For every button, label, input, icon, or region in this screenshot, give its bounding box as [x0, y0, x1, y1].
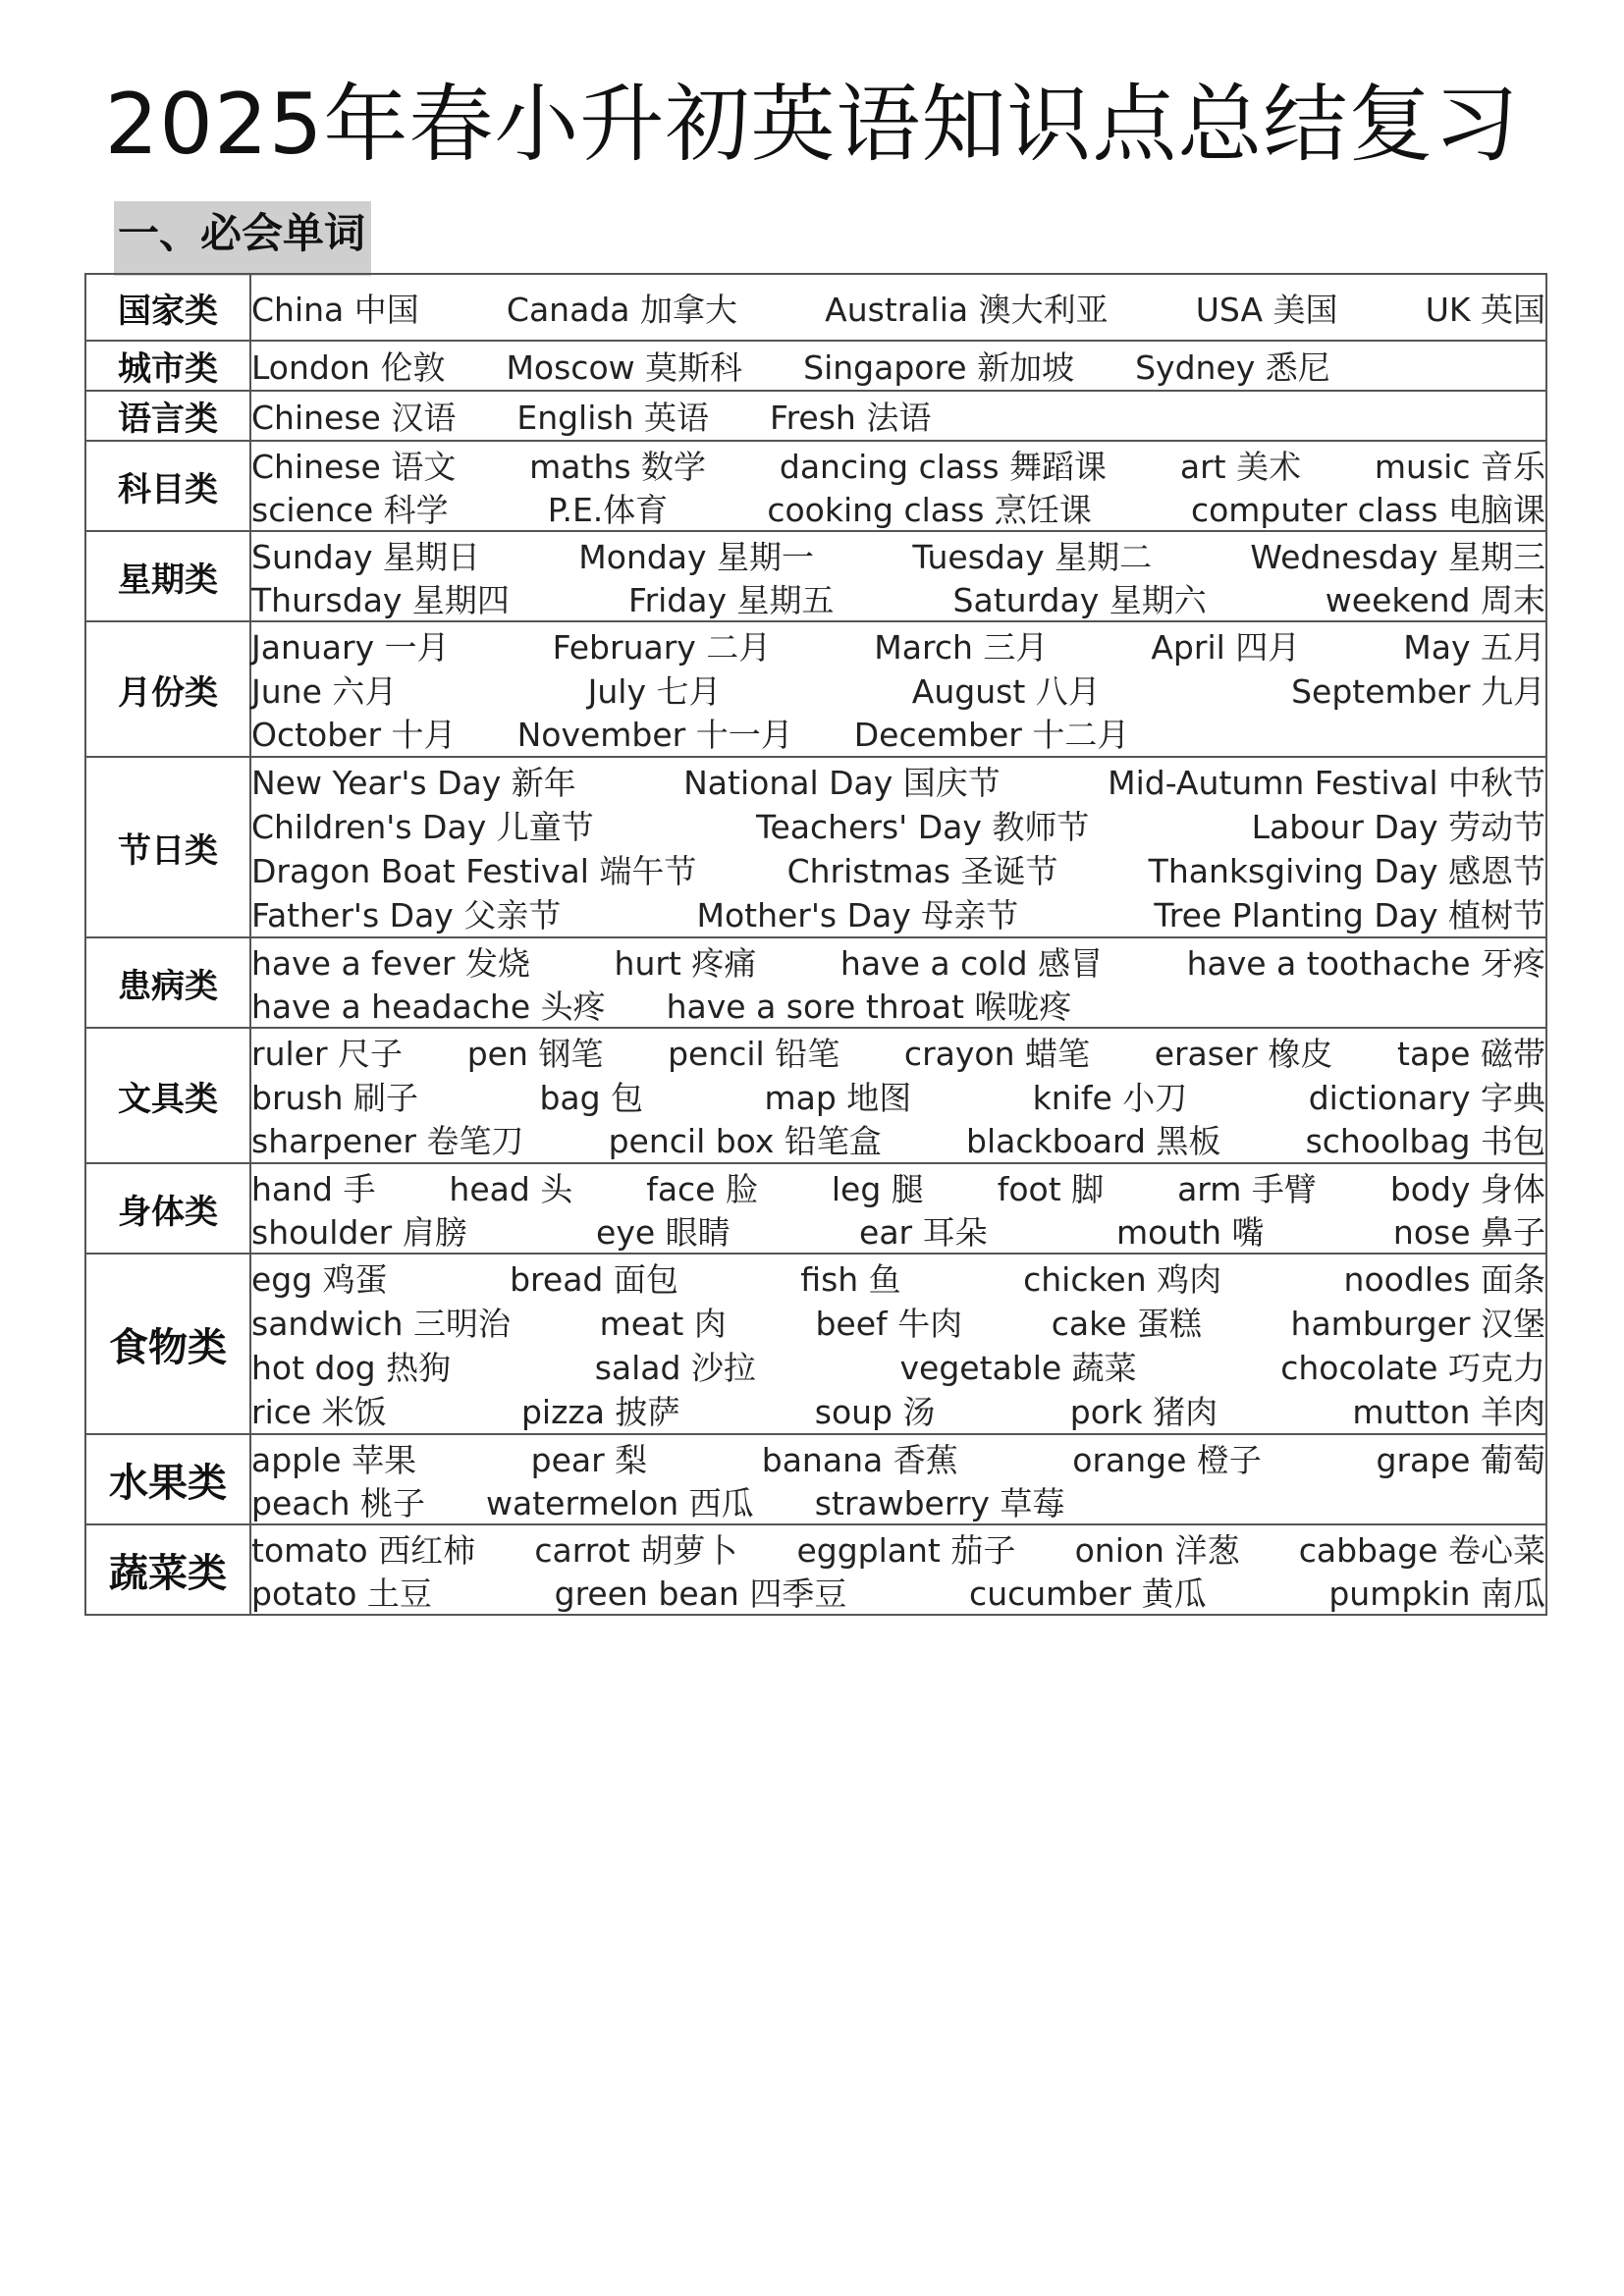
vocab-row — [85, 274, 1546, 341]
vocab-word: music 音乐 — [1374, 447, 1545, 486]
word-line — [251, 803, 1545, 847]
category-label: 语言类 — [85, 391, 250, 441]
vocab-row — [85, 441, 1546, 531]
vocab-word: egg 鸡蛋 — [251, 1260, 388, 1299]
vocab-word: fish 鱼 — [800, 1260, 901, 1299]
category-label: 水果类 — [85, 1434, 250, 1524]
category-label: 星期类 — [85, 531, 250, 621]
vocab-word: shoulder 肩膀 — [251, 1212, 467, 1252]
vocab-word: dancing class 舞蹈课 — [779, 447, 1108, 486]
word-list — [250, 1434, 1546, 1524]
vocab-word: February 二月 — [552, 627, 772, 667]
vocab-word: Wednesday 星期三 — [1250, 537, 1545, 576]
vocab-word: chicken 鸡肉 — [1023, 1260, 1222, 1299]
vocab-word: October 十月 — [251, 716, 457, 755]
vocab-word: January 一月 — [251, 627, 450, 667]
vocab-word: art 美术 — [1179, 447, 1302, 486]
vocab-word: vegetable 蔬菜 — [899, 1349, 1137, 1387]
vocab-word: noodles 面条 — [1343, 1260, 1545, 1299]
category-label: 食物类 — [85, 1254, 250, 1434]
vocab-row — [85, 1028, 1546, 1163]
vocab-word: July 七月 — [587, 671, 722, 711]
word-line — [251, 345, 1545, 388]
vocab-row — [85, 531, 1546, 621]
vocab-word: computer class 电脑课 — [1190, 490, 1545, 529]
vocab-word: Children's Day 儿童节 — [251, 808, 594, 846]
word-list — [250, 441, 1546, 531]
vocab-word: knife 小刀 — [1032, 1078, 1188, 1117]
category-label: 文具类 — [85, 1028, 250, 1163]
vocab-word: tomato 西红柿 — [251, 1530, 476, 1570]
word-line — [251, 1030, 1545, 1074]
word-line — [251, 1479, 1545, 1522]
vocab-word: salad 沙拉 — [594, 1349, 756, 1387]
vocab-word: pen 钢笔 — [466, 1034, 604, 1073]
vocab-word: watermelon 西瓜 — [486, 1483, 754, 1522]
word-line — [251, 1300, 1545, 1344]
vocab-word: London 伦敦 — [251, 348, 446, 387]
category-label: 蔬菜类 — [85, 1524, 250, 1615]
vocab-word: crayon 蜡笔 — [903, 1034, 1090, 1073]
vocab-word: hamburger 汉堡 — [1290, 1305, 1545, 1343]
vocab-word: Father's Day 父亲节 — [251, 896, 562, 934]
vocab-word: schoolbag 书包 — [1305, 1122, 1545, 1161]
vocab-word: Christmas 圣诞节 — [786, 852, 1058, 890]
vocab-word: science 科学 — [251, 490, 449, 529]
vocab-word: beef 牛肉 — [815, 1305, 963, 1343]
vocab-word: have a toothache 牙疼 — [1186, 943, 1545, 983]
vocab-word: hot dog 热狗 — [251, 1349, 452, 1387]
vocab-word: hand 手 — [251, 1169, 376, 1208]
vocab-row — [85, 1524, 1546, 1615]
vocab-word: blackboard 黑板 — [966, 1122, 1221, 1161]
vocab-word: green bean 四季豆 — [554, 1574, 847, 1613]
vocab-word: banana 香蕉 — [761, 1440, 958, 1479]
category-label: 国家类 — [85, 274, 250, 341]
vocab-word: arm 手臂 — [1177, 1169, 1317, 1208]
vocab-word: have a headache 头疼 — [251, 987, 606, 1026]
vocab-word: pencil box 铅笔盒 — [608, 1122, 882, 1161]
vocab-word: brush 刷子 — [251, 1078, 419, 1117]
vocab-row — [85, 1163, 1546, 1254]
vocab-word: New Year's Day 新年 — [251, 764, 576, 802]
category-label: 患病类 — [85, 937, 250, 1028]
vocab-word: Tuesday 星期二 — [912, 537, 1153, 576]
word-list — [250, 1524, 1546, 1615]
word-line — [251, 939, 1545, 983]
vocab-word: Labour Day 劳动节 — [1251, 808, 1545, 846]
vocab-word: foot 脚 — [997, 1169, 1105, 1208]
vocab-word: mutton 羊肉 — [1352, 1393, 1545, 1431]
vocab-word: pork 猪肉 — [1069, 1393, 1218, 1431]
vocab-row — [85, 391, 1546, 441]
vocab-word: bread 面包 — [510, 1260, 678, 1299]
vocab-word: USA 美国 — [1195, 290, 1338, 329]
word-line — [251, 1255, 1545, 1300]
vocab-word: map 地图 — [764, 1078, 912, 1117]
vocab-word: March 三月 — [874, 627, 1049, 667]
vocab-word: nose 鼻子 — [1392, 1212, 1545, 1252]
vocab-word: cake 蛋糕 — [1051, 1305, 1202, 1343]
vocab-word: eye 眼睛 — [596, 1212, 731, 1252]
vocab-word: Thursday 星期四 — [251, 580, 510, 619]
vocab-word: Thanksgiving Day 感恩节 — [1148, 852, 1545, 890]
category-label: 月份类 — [85, 621, 250, 757]
section-heading — [114, 201, 371, 276]
vocab-word: Mother's Day 母亲节 — [696, 896, 1019, 934]
vocab-word: China 中国 — [251, 290, 419, 329]
word-line — [251, 667, 1545, 712]
word-line — [251, 711, 1545, 755]
vocab-word: rice 米饭 — [251, 1393, 387, 1431]
category-label: 身体类 — [85, 1163, 250, 1254]
vocab-word: Sunday 星期日 — [251, 537, 480, 576]
vocab-word: September 九月 — [1291, 671, 1545, 711]
vocab-word: Dragon Boat Festival 端午节 — [251, 852, 697, 890]
vocab-word: apple 苹果 — [251, 1440, 417, 1479]
word-list — [250, 531, 1546, 621]
vocab-word: mouth 嘴 — [1115, 1212, 1265, 1252]
word-line — [251, 1165, 1545, 1208]
vocab-word: Australia 澳大利亚 — [825, 290, 1109, 329]
vocab-word: Chinese 语文 — [251, 447, 457, 486]
word-list — [250, 937, 1546, 1028]
word-list — [250, 1028, 1546, 1163]
vocab-word: dictionary 字典 — [1308, 1078, 1545, 1117]
vocab-word: pencil 铅笔 — [668, 1034, 840, 1073]
word-line — [251, 1436, 1545, 1479]
vocab-row — [85, 341, 1546, 391]
word-line — [251, 847, 1545, 891]
word-line — [251, 759, 1545, 803]
vocab-word: eraser 橡皮 — [1154, 1034, 1333, 1073]
category-label: 节日类 — [85, 757, 250, 937]
word-line — [251, 1526, 1545, 1570]
vocab-word: strawberry 草莓 — [814, 1483, 1065, 1522]
vocab-word: potato 土豆 — [251, 1574, 432, 1613]
vocab-word: maths 数学 — [529, 447, 707, 486]
vocabulary-table — [84, 273, 1547, 1616]
vocab-word: National Day 国庆节 — [683, 764, 1001, 802]
word-line — [251, 486, 1545, 529]
vocab-word: onion 洋葱 — [1074, 1530, 1240, 1570]
vocab-word: April 四月 — [1151, 627, 1301, 667]
vocab-word: pear 梨 — [530, 1440, 648, 1479]
vocab-word: cooking class 烹饪课 — [767, 490, 1092, 529]
vocab-word: eggplant 茄子 — [796, 1530, 1016, 1570]
vocab-word: head 头 — [449, 1169, 573, 1208]
word-line — [251, 1344, 1545, 1388]
vocab-word: chocolate 巧克力 — [1280, 1349, 1545, 1387]
vocab-word: orange 橙子 — [1072, 1440, 1262, 1479]
section-heading-label: 一、必会单词 — [118, 209, 366, 257]
vocab-word: English 英语 — [516, 399, 709, 437]
vocab-word: Chinese 汉语 — [251, 399, 457, 437]
vocab-word: hurt 疼痛 — [614, 943, 757, 983]
vocab-word: Canada 加拿大 — [506, 290, 737, 329]
vocab-word: November 十一月 — [516, 716, 793, 755]
vocab-word: Saturday 星期六 — [952, 580, 1207, 619]
vocab-row — [85, 937, 1546, 1028]
word-line — [251, 1570, 1545, 1613]
vocab-word: tape 磁带 — [1397, 1034, 1545, 1073]
word-line — [251, 1074, 1545, 1118]
vocab-word: May 五月 — [1403, 627, 1545, 667]
vocab-word: December 十二月 — [853, 716, 1130, 755]
vocab-row — [85, 1254, 1546, 1434]
vocab-word: body 身体 — [1389, 1169, 1545, 1208]
vocab-word: P.E.体育 — [547, 490, 669, 529]
vocab-word: pumpkin 南瓜 — [1328, 1574, 1545, 1613]
word-list — [250, 757, 1546, 937]
vocab-word: leg 腿 — [831, 1169, 924, 1208]
category-label: 城市类 — [85, 341, 250, 391]
vocab-row — [85, 757, 1546, 937]
word-line — [251, 1208, 1545, 1252]
vocab-word: face 脸 — [646, 1169, 758, 1208]
vocab-word: grape 葡萄 — [1376, 1440, 1545, 1479]
vocab-word: sandwich 三明治 — [251, 1305, 511, 1343]
vocab-word: Tree Planting Day 植树节 — [1154, 896, 1545, 934]
word-line — [251, 276, 1545, 339]
word-line — [251, 1117, 1545, 1161]
vocab-word: have a sore throat 喉咙疼 — [666, 987, 1072, 1026]
vocab-row — [85, 621, 1546, 757]
vocab-row — [85, 1434, 1546, 1524]
word-list — [250, 621, 1546, 757]
category-label: 科目类 — [85, 441, 250, 531]
vocab-word: Friday 星期五 — [627, 580, 835, 619]
vocab-word: peach 桃子 — [251, 1483, 426, 1522]
vocab-word: Fresh 法语 — [770, 399, 932, 437]
vocab-word: have a fever 发烧 — [251, 943, 530, 983]
vocab-word: UK 英国 — [1425, 290, 1545, 329]
word-line — [251, 623, 1545, 667]
word-list — [250, 274, 1546, 341]
word-line — [251, 576, 1545, 619]
vocab-word: ruler 尺子 — [251, 1034, 404, 1073]
vocab-word: Sydney 悉尼 — [1135, 348, 1330, 387]
vocab-word: cucumber 黄瓜 — [969, 1574, 1207, 1613]
vocab-word: Mid-Autumn Festival 中秋节 — [1108, 764, 1545, 802]
word-line — [251, 891, 1545, 935]
vocab-word: bag 包 — [539, 1078, 644, 1117]
word-list — [250, 1163, 1546, 1254]
vocab-word: ear 耳朵 — [859, 1212, 988, 1252]
word-line — [251, 1388, 1545, 1432]
vocab-word: meat 肉 — [599, 1305, 727, 1343]
vocab-word: Moscow 莫斯科 — [506, 348, 743, 387]
vocab-word: June 六月 — [251, 671, 398, 711]
vocab-word: cabbage 卷心菜 — [1298, 1530, 1545, 1570]
page-title: 2025年春小升初英语知识点总结复习 — [104, 76, 1520, 174]
vocab-word: Monday 星期一 — [578, 537, 815, 576]
vocab-word: Singapore 新加坡 — [803, 348, 1075, 387]
vocab-word: August 八月 — [911, 671, 1101, 711]
vocab-word: Teachers' Day 教师节 — [755, 808, 1090, 846]
word-list — [250, 391, 1546, 441]
word-line — [251, 443, 1545, 486]
vocab-word: sharpener 卷笔刀 — [251, 1122, 524, 1161]
vocab-word: carrot 胡萝卜 — [534, 1530, 738, 1570]
vocab-word: pizza 披萨 — [520, 1393, 680, 1431]
word-list — [250, 341, 1546, 391]
vocab-word: have a cold 感冒 — [839, 943, 1104, 983]
word-list — [250, 1254, 1546, 1434]
word-line — [251, 395, 1545, 438]
word-line — [251, 983, 1545, 1026]
vocab-word: soup 汤 — [814, 1393, 936, 1431]
vocab-word: weekend 周末 — [1325, 580, 1545, 619]
word-line — [251, 533, 1545, 576]
